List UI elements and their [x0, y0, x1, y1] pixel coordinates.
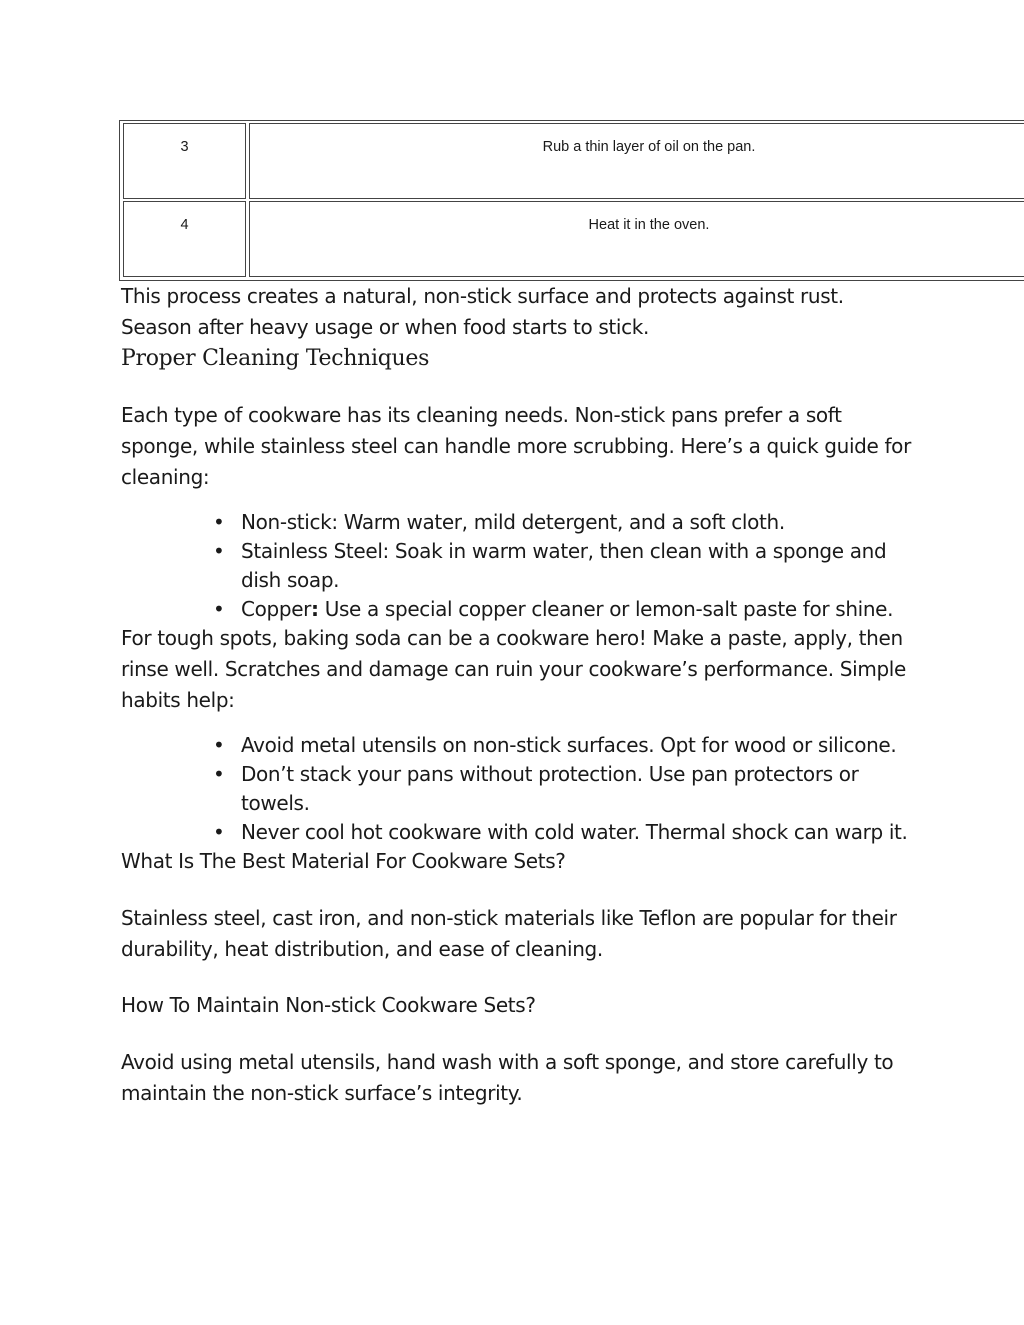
faq-answer: Stainless steel, cast iron, and non-stick materials like Teflon are popular for their durability, heat distribution, and ease of cleaning. — [121, 906, 897, 961]
bullet-icon: • — [213, 733, 225, 757]
list-item — [0, 818, 921, 847]
bullet-icon: • — [213, 597, 225, 621]
bullet-icon: • — [213, 762, 225, 786]
faq-question: What Is The Best Material For Cookware Sets? — [121, 849, 566, 873]
cleaning-after: For tough spots, baking soda can be a cookware hero! Make a paste, apply, then rinse well. Scratches and damage can ruin your cookware’s performance. Simple habits help: — [121, 626, 906, 712]
steps-table — [119, 120, 1024, 281]
step-number: 3 — [123, 123, 246, 199]
list-item — [0, 731, 921, 760]
step-text: Heat it in the oven. — [249, 201, 1024, 277]
bullet-icon: • — [213, 510, 225, 534]
habits-list — [0, 731, 921, 847]
list-item — [0, 508, 921, 537]
list-item-text: Non-stick: Warm water, mild detergent, and a soft cloth. — [241, 510, 785, 534]
list-item-text: Don’t stack your pans without protection. Use pan protectors or towels. — [241, 762, 859, 815]
list-item — [0, 537, 921, 595]
list-item-text: Never cool hot cookware with cold water. Thermal shock can warp it. — [241, 820, 908, 844]
section-heading-cleaning: Proper Cleaning Techniques — [121, 346, 430, 371]
faq-answer: Avoid using metal utensils, hand wash with a soft sponge, and store carefully to maintain the non-stick surface’s integrity. — [121, 1050, 894, 1105]
list-item-text: Use a special copper cleaner or lemon-salt paste for shine. — [318, 597, 894, 621]
bullet-icon: • — [213, 820, 225, 844]
bullet-icon: • — [213, 539, 225, 563]
list-item-text: Stainless Steel: Soak in warm water, then clean with a sponge and dish soap. — [241, 539, 887, 592]
step-number: 4 — [123, 201, 246, 277]
cleaning-intro: Each type of cookware has its cleaning needs. Non-stick pans prefer a soft sponge, while stainless steel can handle more scrubbing. Here’s a quick guide for cleaning: — [121, 403, 911, 489]
faq-question: How To Maintain Non-stick Cookware Sets? — [121, 993, 536, 1017]
cleaning-list — [0, 508, 921, 624]
seasoning-note: This process creates a natural, non-stick surface and protects against rust. Season after heavy usage or when food starts to stick. — [121, 284, 844, 339]
list-item-label: Copper — [241, 597, 312, 621]
list-item-text: Avoid metal utensils on non-stick surfaces. Opt for wood or silicone. — [241, 733, 897, 757]
list-item — [0, 595, 921, 624]
list-item — [0, 760, 921, 818]
list-item-colon: : — [311, 597, 319, 621]
step-text: Rub a thin layer of oil on the pan. — [249, 123, 1024, 199]
